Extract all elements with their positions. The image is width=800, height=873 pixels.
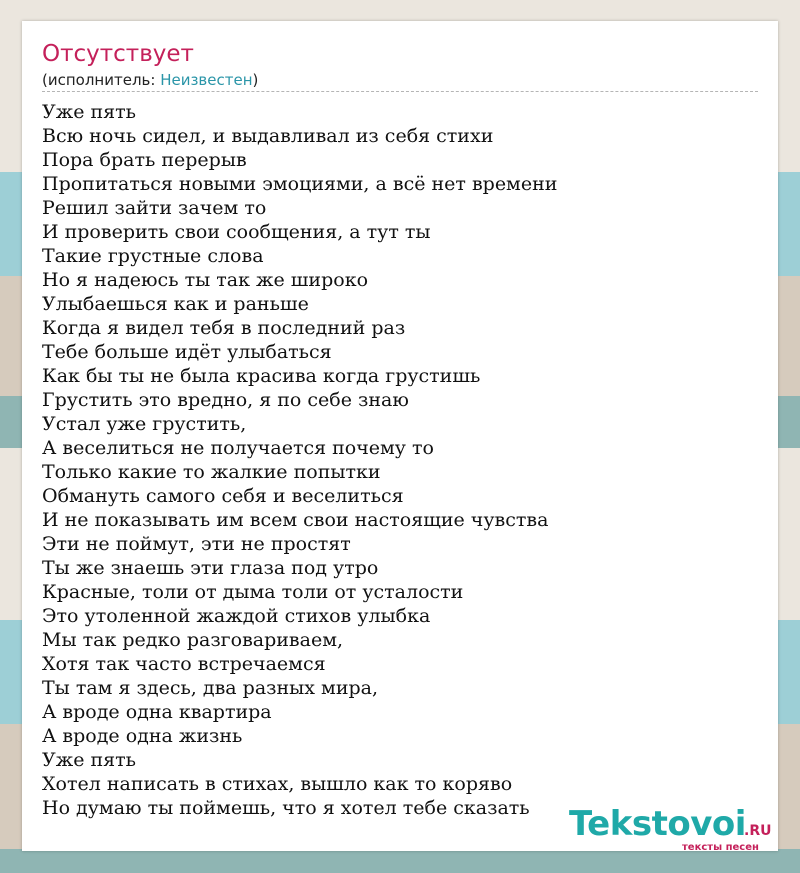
performer-link[interactable]: Неизвестен (160, 71, 253, 89)
lyric-line: Уже пять (42, 101, 136, 123)
lyric-line: Красные, толи от дыма толи от усталости (42, 581, 464, 603)
dashed-divider (42, 91, 758, 92)
lyric-line: Устал уже грустить, (42, 413, 247, 435)
logo-wordmark: Tekstovoi (569, 804, 746, 844)
lyric-line: Уже пять (42, 749, 136, 771)
lyric-line: Мы так редко разговариваем, (42, 629, 344, 651)
lyric-line: Решил зайти зачем то (42, 197, 267, 219)
lyric-line: Эти не поймут, эти не простят (42, 533, 351, 555)
lyric-line: Это утоленной жаждой стихов улыбка (42, 605, 431, 627)
lyric-line: Грустить это вредно, я по себе знаю (42, 389, 409, 411)
lyric-line: А веселиться не получается почему то (42, 437, 434, 459)
lyric-line: И проверить свои сообщения, а тут ты (42, 221, 431, 243)
lyric-line: Пропитаться новыми эмоциями, а всё нет времени (42, 173, 558, 195)
site-logo[interactable] (569, 804, 779, 854)
lyric-line: Хотел написать в стихах, вышло как то коряво (42, 773, 513, 795)
lyric-line: Улыбаешься как и раньше (42, 293, 309, 315)
lyric-line: Тебе больше идёт улыбаться (42, 341, 332, 363)
lyric-line: Но я надеюсь ты так же широко (42, 269, 369, 291)
lyric-line: Ты же знаешь эти глаза под утро (42, 557, 379, 579)
lyric-line: Как бы ты не была красива когда грустишь (42, 365, 481, 387)
lyric-line: Но думаю ты поймешь, что я хотел тебе сказать (42, 797, 530, 819)
performer-prefix: (исполнитель: (42, 71, 161, 89)
lyric-line: Пора брать перерыв (42, 149, 247, 171)
lyric-line: Только какие то жалкие попытки (42, 461, 381, 483)
lyric-line: Всю ночь сидел, и выдавливал из себя стихи (42, 125, 494, 147)
lyric-line: Ты там я здесь, два разных мира, (42, 677, 379, 699)
lyric-line: И не показывать им всем свои настоящие чувства (42, 509, 549, 531)
logo-domain: .RU (744, 823, 772, 839)
song-title: Отсутствует (42, 41, 194, 67)
performer-suffix: ) (252, 71, 259, 89)
logo-tagline: тексты песен (682, 842, 759, 853)
lyric-line: Такие грустные слова (42, 245, 264, 267)
lyrics-card (22, 21, 778, 851)
lyric-line: А вроде одна квартира (42, 701, 272, 723)
lyric-line: Хотя так часто встречаемся (42, 653, 326, 675)
lyric-line: А вроде одна жизнь (42, 725, 243, 747)
performer-line (42, 71, 258, 89)
lyric-line: Когда я видел тебя в последний раз (42, 317, 406, 339)
lyric-line: Обмануть самого себя и веселиться (42, 485, 404, 507)
lyrics-text (42, 100, 557, 820)
